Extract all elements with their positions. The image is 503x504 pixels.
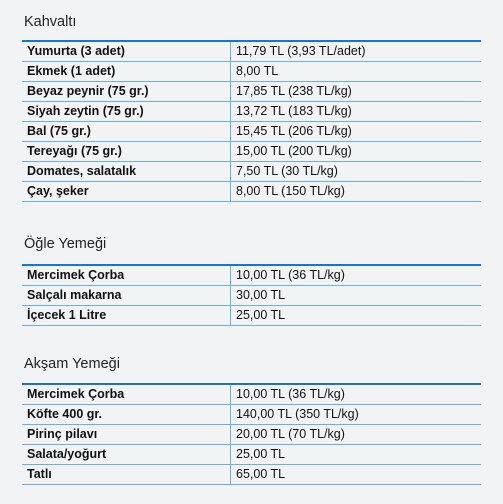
item-price: 7,50 TL (30 TL/kg): [231, 162, 482, 182]
item-price: 15,45 TL (206 TL/kg): [231, 122, 482, 142]
item-name: Çay, şeker: [22, 182, 231, 202]
item-name: Beyaz peynir (75 gr.): [22, 82, 231, 102]
item-price: 11,79 TL (3,93 TL/adet): [231, 41, 482, 62]
item-price: 30,00 TL: [231, 286, 482, 306]
item-name: Tereyağı (75 gr.): [22, 142, 231, 162]
table-row: [22, 425, 481, 445]
price-table: [22, 40, 481, 202]
item-name: Yumurta (3 adet): [22, 41, 231, 62]
item-name: Siyah zeytin (75 gr.): [22, 102, 231, 122]
item-price: 8,00 TL: [231, 62, 482, 82]
item-price: 10,00 TL (36 TL/kg): [231, 265, 482, 286]
table-row: [22, 142, 481, 162]
price-table: [22, 264, 481, 326]
table-row: [22, 62, 481, 82]
table-row: [22, 182, 481, 202]
item-price: 10,00 TL (36 TL/kg): [231, 384, 482, 405]
table-row: [22, 122, 481, 142]
table-row: [22, 41, 481, 62]
item-name: Ekmek (1 adet): [22, 62, 231, 82]
item-price: 140,00 TL (350 TL/kg): [231, 405, 482, 425]
item-price: 25,00 TL: [231, 445, 482, 465]
price-table: [22, 383, 481, 485]
item-price: 25,00 TL: [231, 306, 482, 326]
table-row: [22, 162, 481, 182]
table-row: [22, 102, 481, 122]
item-name: Bal (75 gr.): [22, 122, 231, 142]
item-name: Salata/yoğurt: [22, 445, 231, 465]
item-name: Köfte 400 gr.: [22, 405, 231, 425]
table-row: [22, 445, 481, 465]
table-row: [22, 384, 481, 405]
item-name: Domates, salatalık: [22, 162, 231, 182]
section-title: Kahvaltı: [24, 14, 77, 30]
item-price: 20,00 TL (70 TL/kg): [231, 425, 482, 445]
table-row: [22, 82, 481, 102]
section-title: Akşam Yemeği: [24, 356, 120, 372]
table-row: [22, 465, 481, 485]
table-row: [22, 306, 481, 326]
item-price: 13,72 TL (183 TL/kg): [231, 102, 482, 122]
item-name: Mercimek Çorba: [22, 265, 231, 286]
table-row: [22, 265, 481, 286]
item-name: Salçalı makarna: [22, 286, 231, 306]
item-price: 15,00 TL (200 TL/kg): [231, 142, 482, 162]
item-name: İçecek 1 Litre: [22, 306, 231, 326]
item-price: 17,85 TL (238 TL/kg): [231, 82, 482, 102]
item-name: Mercimek Çorba: [22, 384, 231, 405]
item-name: Tatlı: [22, 465, 231, 485]
item-price: 65,00 TL: [231, 465, 482, 485]
table-row: [22, 286, 481, 306]
item-price: 8,00 TL (150 TL/kg): [231, 182, 482, 202]
table-row: [22, 405, 481, 425]
section-title: Öğle Yemeği: [24, 236, 107, 252]
item-name: Pirinç pilavı: [22, 425, 231, 445]
